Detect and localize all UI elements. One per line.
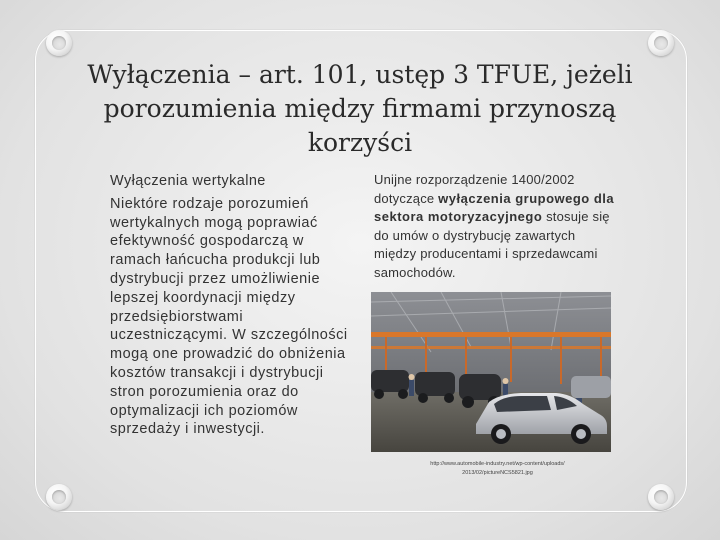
left-column bbox=[110, 172, 350, 439]
right-column bbox=[374, 171, 619, 282]
assembly-line-photo bbox=[371, 292, 611, 452]
left-heading: Wyłączenia wertykalne bbox=[110, 173, 266, 189]
left-body: Niektóre rodzaje porozumień wertykalnych mogą poprawiać efektywność gospodarczą w ramach łańcucha produkcji lub dystrybucji przez umożliwienie lepszej koordynacji między przedsiębiorstwami uczestniczącymi. W szczególności mogą one prowadzić do obniżenia kosztów transakcji i dystrybucji stron porozumienia oraz do optymalizacji ich poziomów sprzedaży i inwestycji. bbox=[110, 195, 348, 438]
slide-title: Wyłączenia – art. 101, ustęp 3 TFUE, jeżeli porozumienia między firmami przynoszą korzyści bbox=[87, 60, 633, 157]
assembly-line-illustration bbox=[371, 292, 611, 452]
right-text-bold: wyłączenia grupowego dla sektora motoryzacyjnego bbox=[374, 190, 615, 224]
photo-caption: http://www.automobile-industry.net/wp-content/uploads/2013/02/pictureNCS5821.jpg bbox=[430, 461, 565, 476]
corner-ring-icon bbox=[648, 30, 674, 56]
right-text-after: stosuje się do umów o dystrybucję zawartych między producentami i sprzedawcami samochodów. bbox=[374, 209, 610, 280]
right-paragraph bbox=[374, 171, 619, 282]
right-text-before: Unijne rozporządzenie 1400/2002 dotyczące bbox=[374, 172, 575, 206]
corner-ring-icon bbox=[46, 484, 72, 510]
corner-ring-icon bbox=[648, 484, 674, 510]
corner-ring-icon bbox=[46, 30, 72, 56]
